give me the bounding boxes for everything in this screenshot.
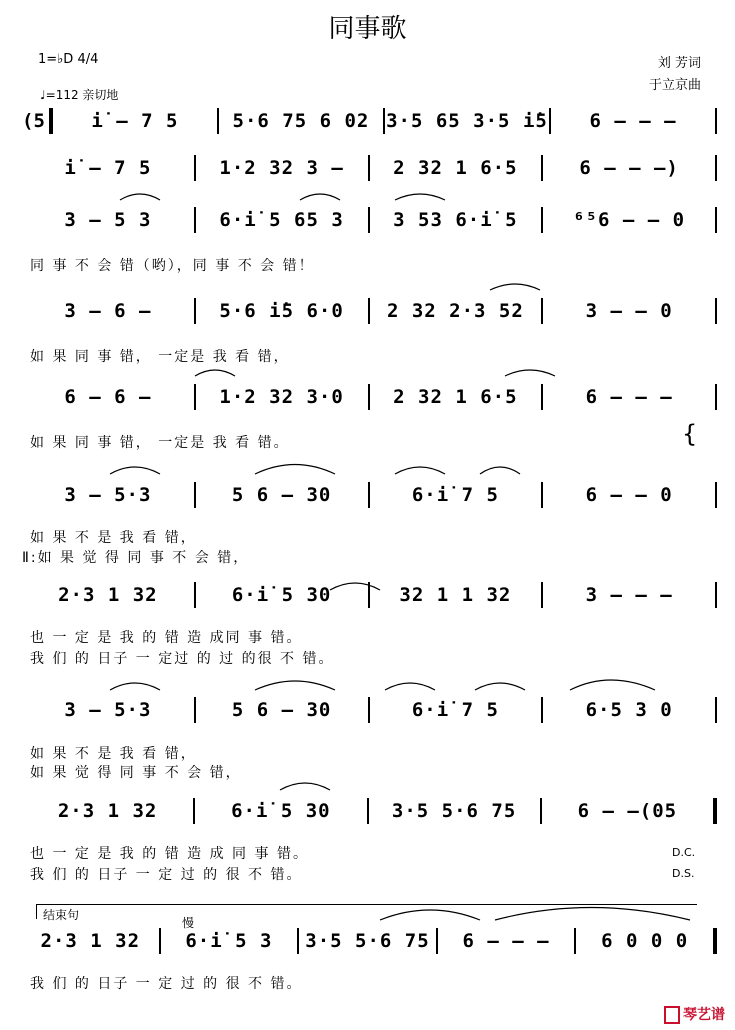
measure: 5 6 – 30 bbox=[231, 699, 332, 721]
measure: 1·2 32 3·0 bbox=[219, 386, 344, 408]
measure: 2·3 1 32 bbox=[58, 584, 158, 606]
lyric-line: Ⅱ:如 果 觉 得 同 事 不 会 错， bbox=[22, 550, 250, 566]
score-system-5 bbox=[22, 384, 717, 410]
barline bbox=[715, 697, 717, 723]
measure: 6·i̇ 5 30 bbox=[231, 584, 332, 606]
measure: 6·i̇ 7 5 bbox=[411, 699, 499, 721]
logo-icon bbox=[664, 1006, 680, 1024]
slow-marking: 慢 bbox=[182, 916, 195, 930]
pickup-note: (5 bbox=[22, 110, 45, 132]
measure: 6·i̇ 5 30 bbox=[231, 800, 331, 822]
song-title: 同事歌 bbox=[328, 14, 407, 44]
measure: 6·i̇ 7 5 bbox=[411, 484, 499, 506]
measure: 32 1 1 32 bbox=[399, 584, 512, 606]
measure: 5·6 75 6 02 bbox=[232, 110, 370, 132]
barline bbox=[715, 384, 717, 410]
barline bbox=[715, 298, 717, 324]
measure: 6 – 6 – bbox=[64, 386, 152, 408]
lyricist-credit: 刘 芳词 bbox=[657, 56, 701, 71]
measure: 2 32 2·3 52 bbox=[386, 300, 524, 322]
measure: 3·5 5·6 75 bbox=[305, 930, 430, 952]
measure: ⁶⁵6 – – 0 bbox=[573, 209, 686, 231]
score-system-4 bbox=[22, 298, 717, 324]
measure: 2 32 1 6·5 bbox=[393, 157, 518, 179]
lyric-line: 如 果 同 事 错， 一定是 我 看 错， bbox=[30, 349, 290, 365]
barline bbox=[715, 482, 717, 508]
site-logo bbox=[664, 1004, 725, 1024]
measure: 2·3 1 32 bbox=[57, 800, 158, 822]
measure: i̇ – 7 5 bbox=[91, 110, 179, 132]
repeat-barline bbox=[713, 798, 717, 824]
lyric-line: 如 果 不 是 我 看 错， bbox=[30, 746, 197, 762]
lyric-line: 我 们 的 日子 一 定 过 的 很 不 错。 bbox=[30, 976, 303, 992]
measure: 2·3 1 32 bbox=[40, 930, 141, 952]
measure: 3·5 5·6 75 bbox=[391, 800, 517, 822]
composer-credit: 于立京曲 bbox=[648, 78, 701, 93]
score-system-1 bbox=[22, 108, 717, 134]
score-system-2 bbox=[22, 155, 717, 181]
measure: 3 – 5 3 bbox=[64, 209, 152, 231]
measure: 6·5 3 0 bbox=[585, 699, 673, 721]
measure: 1·2 32 3 – bbox=[219, 157, 344, 179]
barline bbox=[715, 207, 717, 233]
score-system-7 bbox=[22, 582, 717, 608]
ending-bracket bbox=[36, 904, 697, 922]
measure: 5·6 i̇5 6·0 bbox=[219, 300, 344, 322]
measure: 2 32 1 6·5 bbox=[393, 386, 518, 408]
barline bbox=[715, 108, 717, 134]
lyric-line: 也 一 定 是 我 的 错 造 成 同 事 错。 bbox=[30, 846, 309, 862]
measure: 3·5 65 3·5 i̇5 bbox=[386, 110, 548, 132]
measure: 3 53 6·i̇ 5 bbox=[393, 209, 518, 231]
dc-marking: D.C. bbox=[672, 846, 696, 859]
ending-label: 结束句 bbox=[43, 908, 80, 922]
lyric-line: 如 果 不 是 我 看 错， bbox=[30, 530, 197, 546]
score-system-8 bbox=[22, 697, 717, 723]
measure: 6·i̇ 5 65 3 bbox=[219, 209, 344, 231]
final-barline bbox=[713, 928, 717, 954]
measure: i̇ – 7 5 bbox=[64, 157, 152, 179]
score-system-9 bbox=[22, 798, 717, 824]
score-system-10 bbox=[22, 928, 717, 954]
score-system-3 bbox=[22, 207, 717, 233]
barline bbox=[715, 582, 717, 608]
measure: 6 0 0 0 bbox=[601, 930, 689, 952]
measure: 6 – – –) bbox=[579, 157, 679, 179]
lyric-line: 同 事 不 会 错（哟），同 事 不 会 错！ bbox=[30, 258, 315, 274]
lyric-line: 如 果 同 事 错， 一定是 我 看 错。 bbox=[30, 435, 290, 451]
key-signature: 1=♭D 4/4 bbox=[38, 52, 99, 67]
measure: 6 – – – bbox=[462, 930, 550, 952]
measure: 6 – – – bbox=[589, 110, 677, 132]
brace-symbol: { bbox=[682, 420, 698, 448]
tempo-marking: ♩=112 亲切地 bbox=[40, 88, 119, 102]
lyric-line: 我 们 的 日子 一 定过 的 过 的很 不 错。 bbox=[30, 651, 335, 667]
lyric-line: 如 果 觉 得 同 事 不 会 错， bbox=[30, 765, 242, 781]
measure: 3 – 6 – bbox=[64, 300, 152, 322]
logo-text: 琴艺谱 bbox=[683, 1007, 725, 1023]
measure: 3 – – – bbox=[585, 584, 673, 606]
measure: 3 – 5·3 bbox=[64, 699, 152, 721]
lyric-line: 也 一 定 是 我 的 错 造 成同 事 错。 bbox=[30, 630, 303, 646]
score-system-6 bbox=[22, 482, 717, 508]
measure: 3 – – 0 bbox=[585, 300, 673, 322]
measure: 6·i̇ 5 3 bbox=[185, 930, 273, 952]
measure: 6 – – – bbox=[585, 386, 673, 408]
lyric-line: 我 们 的 日子 一 定 过 的 很 不 错。 bbox=[30, 867, 303, 883]
measure: 3 – 5·3 bbox=[64, 484, 152, 506]
ds-marking: D.S. bbox=[672, 867, 695, 880]
measure: 6 – –(05 bbox=[577, 800, 678, 822]
measure: 6 – – 0 bbox=[585, 484, 673, 506]
barline bbox=[715, 155, 717, 181]
measure: 5 6 – 30 bbox=[231, 484, 332, 506]
